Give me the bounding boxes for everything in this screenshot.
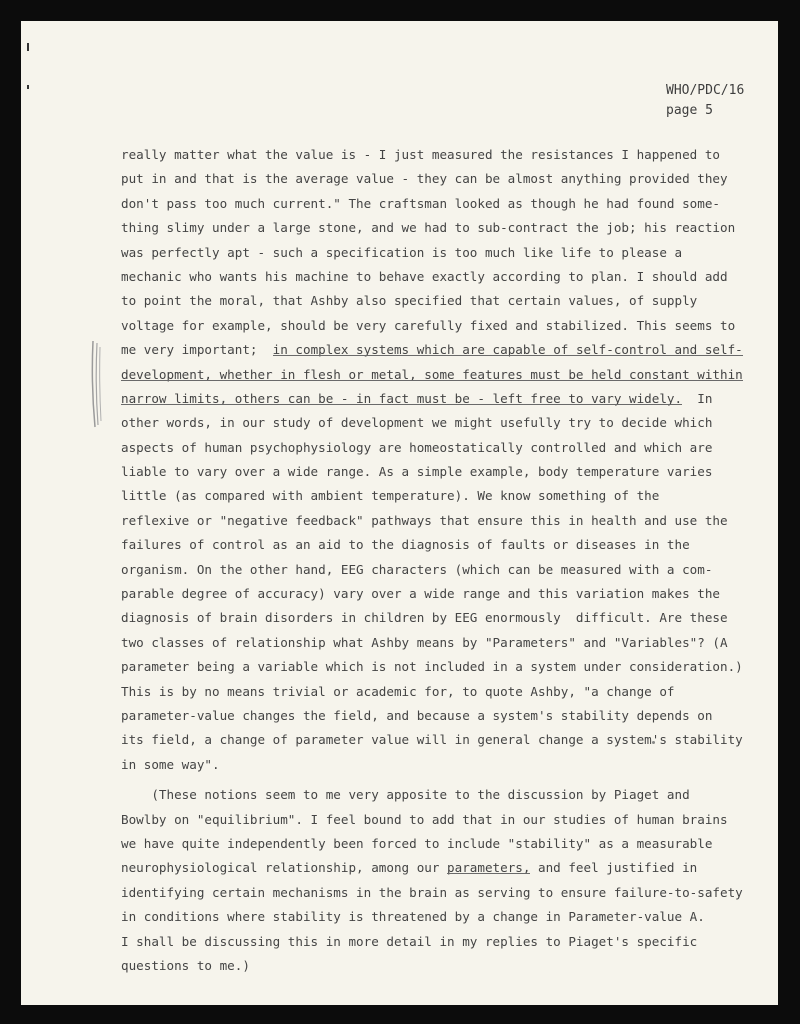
text-line: don't pass too much current." The craftsman looked as though he had found some- bbox=[121, 195, 720, 211]
text-line: This is by no means trivial or academic for, to quote Ashby, "a change of bbox=[121, 683, 675, 699]
document-page bbox=[21, 21, 778, 1005]
text-line: organism. On the other hand, EEG characters (which can be measured with a com- bbox=[121, 561, 713, 577]
binding-mark bbox=[27, 43, 29, 51]
text-line: little (as compared with ambient temperature). We know something of the bbox=[121, 488, 660, 504]
document-reference: WHO/PDC/16 bbox=[666, 83, 745, 98]
text-line: identifying certain mechanisms in the brain as serving to ensure failure-to-safety bbox=[121, 884, 743, 900]
underlined-phrase: development, whether in flesh or metal, some features must be held constant within bbox=[121, 366, 743, 382]
page-number: page 5 bbox=[666, 103, 713, 118]
text-line: aspects of human psychophysiology are homeostatically controlled and which are bbox=[121, 439, 713, 455]
paragraph bbox=[121, 783, 741, 978]
text-line: reflexive or "negative feedback" pathways that ensure this in health and use the bbox=[121, 512, 728, 528]
text-line: parameter being a variable which is not included in a system under consideration.) bbox=[121, 659, 743, 675]
underlined-phrase: parameters, bbox=[447, 860, 531, 876]
text-line: in conditions where stability is threatened by a change in Parameter-value A. bbox=[121, 909, 705, 925]
text-line: me very important; in complex systems which are capable of self-control and self- bbox=[121, 342, 743, 358]
text-line: its field, a change of parameter value will in general change a system's stability bbox=[121, 732, 743, 748]
text-line: we have quite independently been forced to include "stability" as a measurable bbox=[121, 835, 713, 851]
text-line: (These notions seem to me very apposite to the discussion by Piaget and bbox=[121, 787, 690, 803]
text-line: in some way". bbox=[121, 756, 220, 772]
text-line bbox=[121, 363, 741, 387]
text-line: questions to me.) bbox=[121, 957, 250, 973]
text-line: liable to vary over a wide range. As a simple example, body temperature varies bbox=[121, 464, 713, 480]
text-line: thing slimy under a large stone, and we had to sub-contract the job; his reaction bbox=[121, 220, 736, 236]
page-header bbox=[666, 81, 744, 121]
text-line: put in and that is the average value - they can be almost anything provided they bbox=[121, 171, 728, 187]
text-line: other words, in our study of development we might usefully try to decide which bbox=[121, 415, 713, 431]
body-text bbox=[121, 143, 741, 978]
text-line: narrow limits, others can be - in fact must be - left free to vary widely. In bbox=[121, 390, 713, 406]
binding-mark bbox=[27, 85, 29, 89]
underlined-phrase: narrow limits, others can be - in fact must be - left free to vary widely. bbox=[121, 390, 683, 406]
margin-pencil-mark bbox=[89, 339, 103, 429]
text-line: Bowlby on "equilibrium". I feel bound to add that in our studies of human brains bbox=[121, 811, 728, 827]
text-line: parable degree of accuracy) vary over a wide range and this variation makes the bbox=[121, 586, 720, 602]
text-line: was perfectly apt - such a specification is too much like life to please a bbox=[121, 244, 683, 260]
text-line: to point the moral, that Ashby also specified that certain values, of supply bbox=[121, 293, 698, 309]
text-line: mechanic who wants his machine to behave exactly according to plan. I should add bbox=[121, 268, 728, 284]
text-line: really matter what the value is - I just measured the resistances I happened to bbox=[121, 147, 720, 162]
underlined-phrase: in complex systems which are capable of self-control and self- bbox=[272, 342, 743, 358]
text-line: neurophysiological relationship, among our parameters, and feel justified in bbox=[121, 860, 698, 876]
text-line: failures of control as an aid to the diagnosis of faults or diseases in the bbox=[121, 537, 690, 553]
text-line: diagnosis of brain disorders in children by EEG enormously difficult. Are these bbox=[121, 610, 728, 626]
text-line: two classes of relationship what Ashby means by "Parameters" and "Variables"? (A bbox=[121, 634, 728, 650]
text-line: parameter-value changes the field, and because a system's stability depends on bbox=[121, 707, 713, 723]
paragraph bbox=[121, 143, 741, 777]
text-line: voltage for example, should be very carefully fixed and stabilized. This seems to bbox=[121, 317, 736, 333]
text-line: I shall be discussing this in more detail in my replies to Piaget's specific bbox=[121, 933, 698, 949]
